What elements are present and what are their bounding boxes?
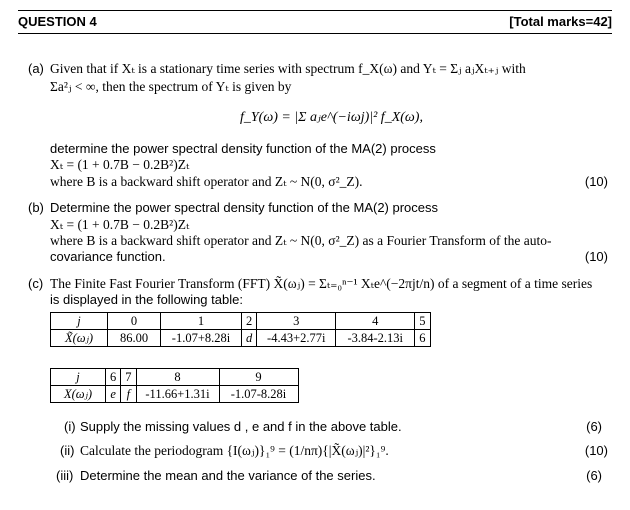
total-marks: [Total marks=42] bbox=[509, 14, 612, 29]
table-row bbox=[51, 369, 299, 386]
top-rule bbox=[18, 10, 612, 11]
fft-table-1 bbox=[50, 312, 431, 347]
table-cell: 86.00 bbox=[108, 330, 161, 347]
table-cell: e bbox=[106, 386, 121, 403]
table-cell: -1.07+8.28i bbox=[161, 330, 242, 347]
sub-i-label: (i) bbox=[64, 419, 76, 434]
sub-i-text: Supply the missing values d , e and f in the above table. bbox=[80, 419, 402, 434]
table-cell: X(ωⱼ) bbox=[51, 386, 106, 403]
question-title: QUESTION 4 bbox=[18, 14, 97, 29]
table-cell: 9 bbox=[219, 369, 298, 386]
table-cell: d bbox=[242, 330, 257, 347]
table-cell: -4.43+2.77i bbox=[257, 330, 336, 347]
part-b-line2: covariance function. bbox=[50, 249, 166, 264]
sub-iii-label: (iii) bbox=[56, 468, 74, 483]
table-cell: -3.84-2.13i bbox=[336, 330, 415, 347]
table-cell: -11.66+1.31i bbox=[136, 386, 219, 403]
table-row bbox=[51, 386, 299, 403]
sub-i-marks: (6) bbox=[586, 419, 602, 434]
part-a-label: (a) bbox=[28, 61, 44, 76]
part-c-line2: is displayed in the following table: bbox=[50, 292, 243, 307]
table-cell: 3 bbox=[257, 313, 336, 330]
part-a-line1: Given that if Xₜ is a stationary time series with spectrum f_X(ω) and Yₜ = Σⱼ aⱼXₜ₊ⱼ with bbox=[50, 61, 526, 76]
part-b-process: Xₜ = (1 + 0.7B − 0.2B²)Zₜ bbox=[50, 217, 190, 232]
table-row bbox=[51, 313, 431, 330]
part-a-where: where B is a backward shift operator and Zₜ ~ N(0, σ²_Z). bbox=[50, 174, 363, 189]
part-a-process: Xₜ = (1 + 0.7B − 0.2B²)Zₜ bbox=[50, 157, 190, 172]
table-row bbox=[51, 330, 431, 347]
table-cell: 1 bbox=[161, 313, 242, 330]
part-a-line3: determine the power spectral density function of the MA(2) process bbox=[50, 141, 436, 156]
table-cell: 6 bbox=[106, 369, 121, 386]
part-c-line1: The Finite Fast Fourier Transform (FFT) X̃(ωⱼ) = Σₜ₌₀ⁿ⁻¹ Xₜe^(−2πjt/n) of a segment of a time series bbox=[50, 276, 593, 291]
table-cell: j bbox=[51, 369, 106, 386]
table-cell: 7 bbox=[121, 369, 136, 386]
sub-ii-marks: (10) bbox=[584, 443, 608, 458]
sub-ii-label: (ii) bbox=[60, 443, 75, 458]
table-cell: 0 bbox=[108, 313, 161, 330]
table-cell: 4 bbox=[336, 313, 415, 330]
part-a-formula: f_Y(ω) = |Σ aⱼe^(−iωj)|² f_X(ω), bbox=[240, 110, 423, 125]
part-b-label: (b) bbox=[28, 200, 44, 215]
table-cell: 2 bbox=[242, 313, 257, 330]
part-b-marks: (10) bbox=[584, 249, 608, 264]
table-cell: j bbox=[51, 313, 108, 330]
fft-table-2 bbox=[50, 368, 299, 403]
table-cell: 6 bbox=[415, 330, 430, 347]
part-c-label: (c) bbox=[28, 276, 44, 291]
sub-iii-text: Determine the mean and the variance of the series. bbox=[80, 468, 376, 483]
header-rule bbox=[18, 33, 612, 34]
table-cell: X̃(ωⱼ) bbox=[51, 330, 108, 347]
table-cell: 5 bbox=[415, 313, 430, 330]
table-cell: f bbox=[121, 386, 136, 403]
part-a-marks: (10) bbox=[584, 174, 608, 189]
part-b-where: where B is a backward shift operator and Zₜ ~ N(0, σ²_Z) as a Fourier Transform of the auto- bbox=[50, 233, 552, 248]
sub-iii-marks: (6) bbox=[586, 468, 602, 483]
table-cell: -1.07-8.28i bbox=[219, 386, 298, 403]
part-b-line1: Determine the power spectral density function of the MA(2) process bbox=[50, 200, 439, 215]
part-a-line2: Σa²ⱼ < ∞, then the spectrum of Yₜ is given by bbox=[50, 79, 292, 94]
table-cell: 8 bbox=[136, 369, 219, 386]
sub-ii-text: Calculate the periodogram {I(ωⱼ)}₁⁹ = (1/nπ){|X̃(ωⱼ)|²}₁⁹. bbox=[80, 443, 389, 458]
